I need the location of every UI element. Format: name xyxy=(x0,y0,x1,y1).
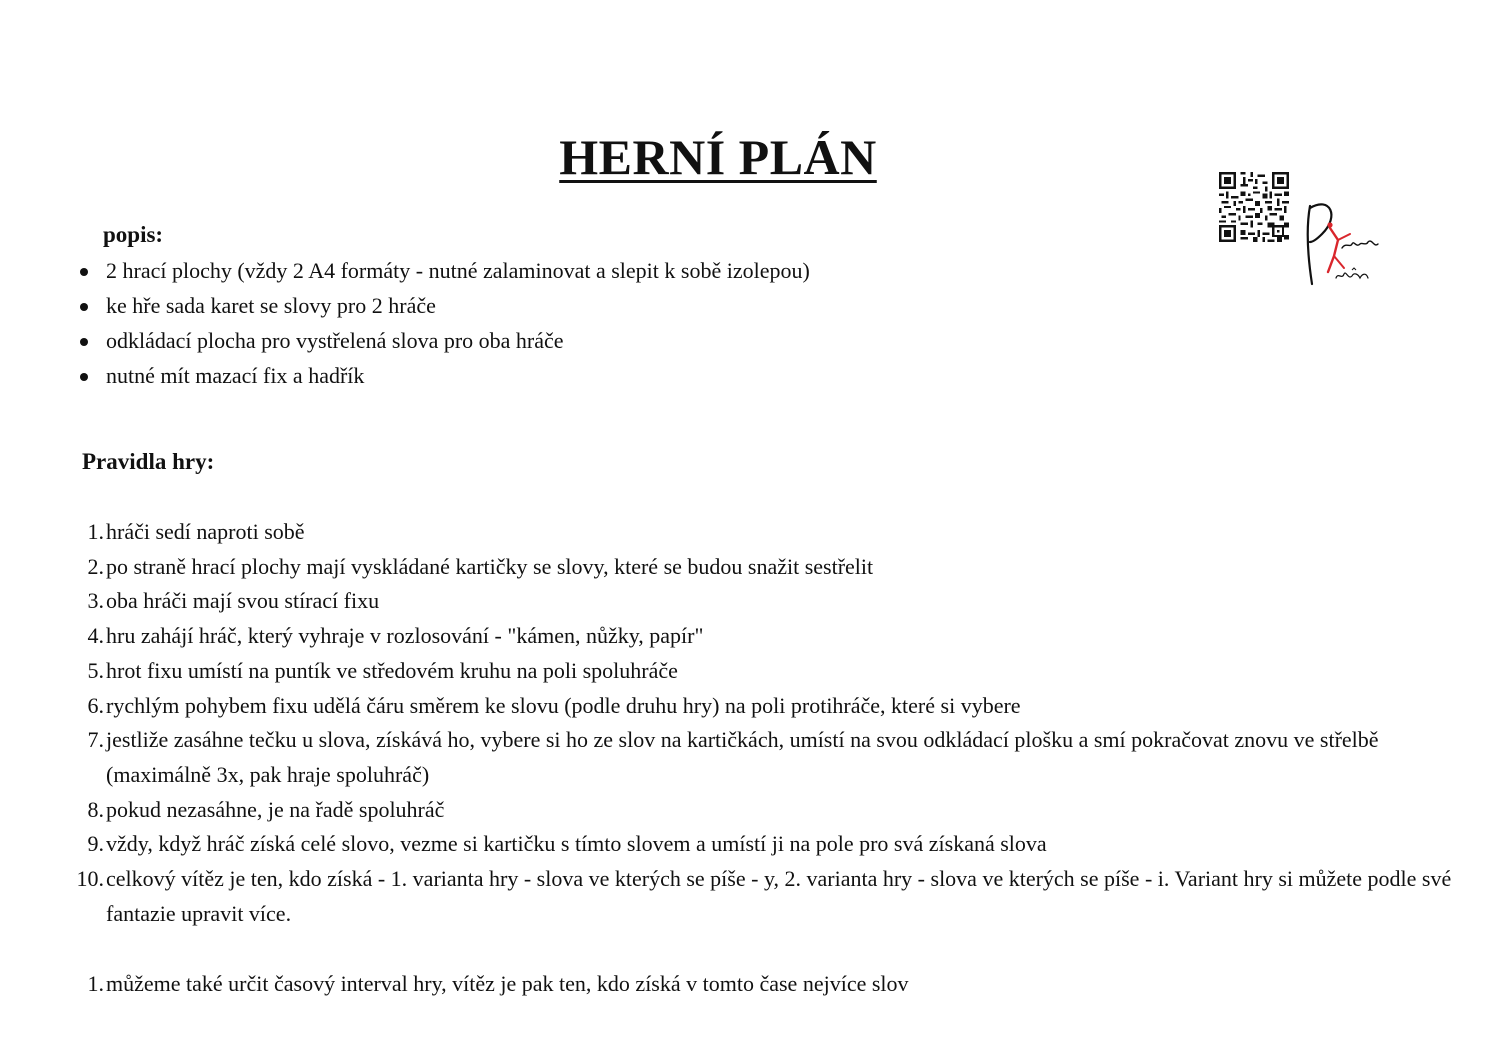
rule-text: můžeme také určit časový interval hry, vítěz je pak ten, kdo získá v tomto čase nejvíce slov xyxy=(106,971,909,996)
qr-code-icon xyxy=(1219,172,1289,242)
list-item xyxy=(0,515,1500,550)
list-item xyxy=(0,862,1500,931)
list-number: 3. xyxy=(87,588,104,614)
list-item xyxy=(0,619,1500,654)
list-number: 9. xyxy=(87,831,104,857)
list-item xyxy=(0,827,1500,862)
list-item xyxy=(0,689,1500,724)
list-item xyxy=(0,723,1500,792)
extra-rules-list xyxy=(0,967,1500,1002)
rule-text: oba hráči mají svou stírací fixu xyxy=(106,588,380,614)
rules-list xyxy=(0,515,1500,931)
list-number: 6. xyxy=(87,692,104,718)
list-item xyxy=(0,793,1500,828)
list-item: 2 hrací plochy (vždy 2 A4 formáty - nutné zalaminovat a slepit k sobě izolepou) xyxy=(0,253,810,288)
list-number: 1. xyxy=(87,971,104,996)
prima-uca-logo xyxy=(1300,198,1382,290)
list-item xyxy=(0,654,1500,689)
rule-text: pokud nezasáhne, je na řadě spoluhráč xyxy=(106,796,445,822)
popis-heading: popis: xyxy=(103,222,164,247)
list-number: 7. xyxy=(87,727,104,753)
list-number: 5. xyxy=(87,657,104,683)
list-number: 4. xyxy=(87,623,104,649)
rule-text: hru zahájí hráč, který vyhraje v rozlosování - "kámen, nůžky, papír" xyxy=(106,623,704,649)
rule-text: rychlým pohybem fixu udělá čáru směrem ke slovu (podle druhu hry) na poli protihráče, které si vybere xyxy=(106,692,1021,718)
list-item: nutné mít mazací fix a hadřík xyxy=(0,358,810,393)
list-number: 10. xyxy=(76,866,104,892)
rule-text: vždy, když hráč získá celé slovo, vezme si kartičku s tímto slovem a umístí ji na pole pro svá získaná slova xyxy=(106,831,1047,857)
list-item: odkládací plocha pro vystřelená slova pro oba hráče xyxy=(0,323,810,358)
rule-text: po straně hrací plochy mají vyskládané kartičky se slovy, které se budou snažit sestřelit xyxy=(106,553,874,579)
list-item: ke hře sada karet se slovy pro 2 hráče xyxy=(0,288,810,323)
list-item xyxy=(0,550,1500,585)
list-number: 1. xyxy=(87,519,104,544)
list-item xyxy=(0,584,1500,619)
rule-text: celkový vítěz je ten, kdo získá - 1. varianta hry - slova ve kterých se píše - y, 2. varianta hry - slova ve kterých se píše - i. Variant hry si můžete podle své fantazie upravit více. xyxy=(106,866,1452,926)
rules-heading: Pravidla hry: xyxy=(82,449,215,474)
list-number: 2. xyxy=(87,553,104,579)
list-item xyxy=(0,967,1500,1002)
list-number: 8. xyxy=(87,796,104,822)
rule-text: jestliže zasáhne tečku u slova, získává ho, vybere si ho ze slov na kartičkách, umístí na svou odkládací plošku a smí pokračovat znovu ve střelbě (maximálně 3x, pak hraje spoluhráč) xyxy=(106,727,1379,787)
popis-list xyxy=(0,253,810,393)
page-title: HERNÍ PLÁN xyxy=(559,129,877,185)
rule-text: hráči sedí naproti sobě xyxy=(106,519,305,544)
rule-text: hrot fixu umístí na puntík ve středovém kruhu na poli spoluhráče xyxy=(106,657,678,683)
